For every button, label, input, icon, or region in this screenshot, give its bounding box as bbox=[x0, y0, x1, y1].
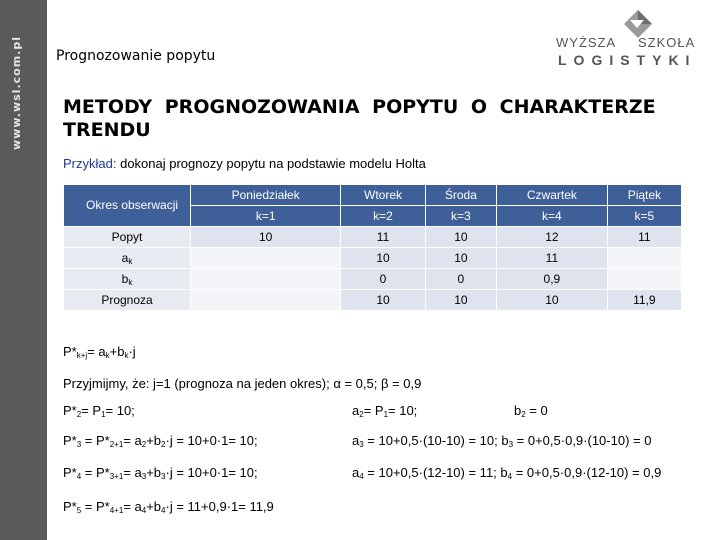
formula-p3: $P*_3 = P*_{2+1}= a_2+b_2\cdot j = 10+0\cdot 1= 10$; bbox=[63, 433, 258, 449]
holt-model-table bbox=[63, 184, 682, 311]
formula-p5: $P*_5 = P*_{4+1}= a_4+b_4\cdot j = 11+0,9\cdot 1= 11,9$ bbox=[63, 499, 274, 515]
website-url: www.wsl.com.pl bbox=[10, 36, 23, 150]
logo-text-wyzsza: WYŻSZA bbox=[556, 35, 617, 50]
demand-cell: 10 bbox=[191, 227, 340, 247]
demand-cell: 11 bbox=[608, 227, 681, 247]
row-label-demand: Popyt bbox=[64, 227, 190, 247]
b-cell bbox=[191, 269, 340, 289]
table-row bbox=[64, 227, 681, 247]
day-header: Piątek bbox=[608, 185, 681, 205]
row-label-a: $a_k$ bbox=[64, 248, 190, 268]
example-label: Przykład: bbox=[63, 156, 117, 171]
table-row bbox=[64, 290, 681, 310]
k-cell: k=2 bbox=[341, 206, 424, 226]
a-cell: 11 bbox=[497, 248, 607, 268]
b-cell bbox=[608, 269, 681, 289]
k-cell: k=3 bbox=[426, 206, 496, 226]
k-cell: k=4 bbox=[497, 206, 607, 226]
b-cell: 0 bbox=[341, 269, 424, 289]
demand-cell: 11 bbox=[341, 227, 424, 247]
a-cell: 10 bbox=[426, 248, 496, 268]
forecast-cell: 10 bbox=[497, 290, 607, 310]
row-label-b: $b_k$ bbox=[64, 269, 190, 289]
table-row bbox=[64, 269, 681, 289]
demand-cell: 12 bbox=[497, 227, 607, 247]
k-cell: k=5 bbox=[608, 206, 681, 226]
forecast-cell bbox=[191, 290, 340, 310]
a-cell: 10 bbox=[341, 248, 424, 268]
k-cell: k=1 bbox=[191, 206, 340, 226]
formula-a2: $a_2= P_1= 10$; bbox=[352, 403, 418, 419]
formula-a4-b4: $a_4 = 10+0,5\cdot(12-10) = 11$; $b_4 = 0+0,5\cdot 0,9\cdot(12-10) = 0,9$ bbox=[352, 465, 662, 481]
day-header: Poniedziałek bbox=[191, 185, 340, 205]
formula-b2: $b_2 = 0$ bbox=[514, 403, 548, 419]
a-cell bbox=[608, 248, 681, 268]
a-cell bbox=[191, 248, 340, 268]
demand-cell: 10 bbox=[426, 227, 496, 247]
slide-title: METODY PROGNOZOWANIA POPYTU O CHARAKTERZE TRENDU bbox=[63, 96, 656, 141]
formula-p4: $P*_4 = P*_{3+1}= a_3+b_3\cdot j = 10+0\cdot 1= 10$; bbox=[63, 465, 258, 481]
forecast-cell: 10 bbox=[341, 290, 424, 310]
assumption-text: Przyjmijmy, że: j=1 (prognoza na jeden okres); α = 0,5; β = 0,9 bbox=[63, 376, 422, 391]
b-cell: 0 bbox=[426, 269, 496, 289]
logo-text-szkola: SZKOŁA bbox=[638, 35, 696, 50]
school-logo bbox=[556, 8, 706, 70]
formula-p2: $P*_2= P_1= 10$; bbox=[63, 403, 135, 419]
logo-text-logistyki: LOGISTYKI bbox=[558, 52, 697, 68]
table-row bbox=[64, 248, 681, 268]
forecast-cell: 11,9 bbox=[608, 290, 681, 310]
day-header: Wtorek bbox=[341, 185, 424, 205]
forecast-cell: 10 bbox=[426, 290, 496, 310]
b-cell: 0,9 bbox=[497, 269, 607, 289]
example-line bbox=[63, 156, 426, 171]
row-label-forecast: Prognoza bbox=[64, 290, 190, 310]
example-text: dokonaj prognozy popytu na podstawie modelu Holta bbox=[120, 156, 426, 171]
period-label: Okres obserwacji bbox=[64, 185, 190, 226]
sidebar bbox=[0, 0, 47, 540]
logo-emblem-icon bbox=[618, 10, 658, 38]
table-row bbox=[64, 185, 681, 205]
day-header: Środa bbox=[426, 185, 496, 205]
formula-a3-b3: $a_3 = 10+0,5\cdot(10-10) = 10$; $b_3 = 0+0,5\cdot 0,9\cdot(10-10) = 0$ bbox=[352, 433, 652, 449]
general-formula: $P*_{k+j}= a_k+b_k\cdot j$ bbox=[63, 344, 136, 360]
header-title: Prognozowanie popytu bbox=[56, 48, 216, 64]
day-header: Czwartek bbox=[497, 185, 607, 205]
